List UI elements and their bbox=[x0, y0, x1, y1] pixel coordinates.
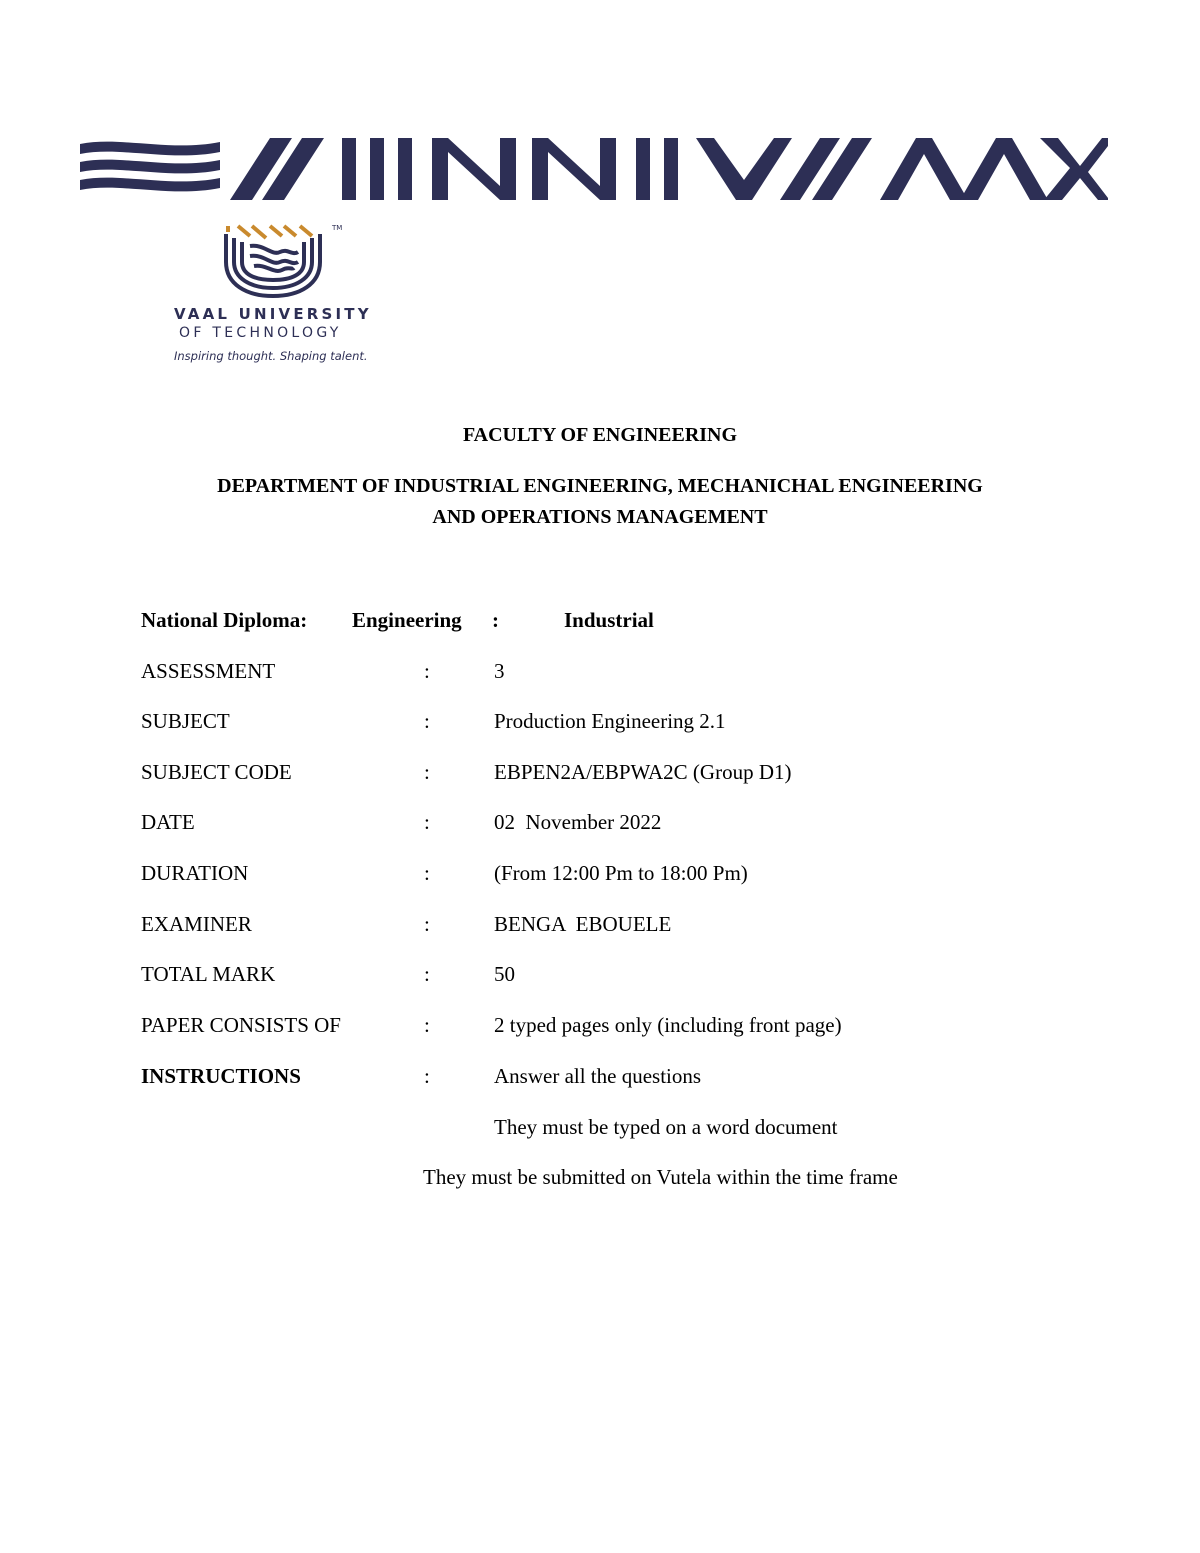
detail-row-examiner bbox=[0, 909, 1200, 939]
instructions-line1: Answer all the questions bbox=[494, 1064, 702, 1088]
detail-value: (From 12:00 Pm to 18:00 Pm) bbox=[494, 861, 748, 885]
detail-value: 2 typed pages only (including front page) bbox=[494, 1013, 842, 1037]
detail-value: Production Engineering 2.1 bbox=[494, 709, 726, 733]
detail-row-paper-consists bbox=[0, 1010, 1200, 1040]
detail-row-subject bbox=[0, 706, 1200, 736]
detail-label: DATE bbox=[141, 810, 195, 834]
detail-value: BENGA EBOUELE bbox=[494, 912, 672, 936]
detail-label: SUBJECT bbox=[141, 709, 230, 733]
trademark-mark: TM bbox=[332, 224, 343, 232]
detail-label: ASSESSMENT bbox=[141, 659, 276, 683]
detail-colon: : bbox=[424, 760, 430, 784]
detail-value: 50 bbox=[494, 962, 515, 986]
diploma-discipline: Industrial bbox=[564, 608, 654, 632]
university-subtitle: OF TECHNOLOGY bbox=[179, 325, 342, 341]
detail-row-date bbox=[0, 807, 1200, 837]
detail-row-assessment bbox=[0, 656, 1200, 686]
detail-colon: : bbox=[424, 912, 430, 936]
diploma-colon: : bbox=[492, 608, 499, 632]
department-heading-line2: AND OPERATIONS MANAGEMENT bbox=[432, 506, 768, 528]
detail-value: EBPEN2A/EBPWA2C (Group D1) bbox=[494, 760, 792, 784]
diploma-label: National Diploma: bbox=[141, 608, 308, 632]
diploma-field: Engineering bbox=[352, 608, 462, 632]
detail-value: 02 November 2022 bbox=[494, 810, 662, 834]
university-tagline: Inspiring thought. Shaping talent. bbox=[174, 349, 368, 363]
detail-label: TOTAL MARK bbox=[141, 962, 276, 986]
instructions-line3: They must be submitted on Vutela within the time frame bbox=[423, 1165, 898, 1189]
detail-row-total-mark bbox=[0, 959, 1200, 989]
detail-row-duration bbox=[0, 858, 1200, 888]
faculty-heading: FACULTY OF ENGINEERING bbox=[462, 424, 738, 446]
detail-label: EXAMINER bbox=[141, 912, 252, 936]
detail-value: 3 bbox=[494, 659, 505, 683]
university-crest-logo bbox=[220, 222, 350, 300]
detail-colon: : bbox=[424, 709, 430, 733]
university-name: VAAL UNIVERSITY bbox=[174, 305, 372, 323]
detail-colon: : bbox=[424, 861, 430, 885]
detail-colon: : bbox=[424, 962, 430, 986]
university-pattern-banner bbox=[80, 138, 1108, 200]
detail-label: SUBJECT CODE bbox=[141, 760, 292, 784]
detail-colon: : bbox=[424, 810, 430, 834]
detail-label: DURATION bbox=[141, 861, 249, 885]
detail-label: PAPER CONSISTS OF bbox=[141, 1013, 341, 1037]
instructions-row bbox=[0, 1061, 1200, 1091]
instructions-colon: : bbox=[424, 1064, 430, 1088]
instructions-label: INSTRUCTIONS bbox=[141, 1064, 301, 1088]
instructions-line2: They must be typed on a word document bbox=[494, 1115, 838, 1139]
department-heading-line1: DEPARTMENT OF INDUSTRIAL ENGINEERING, MECHANICHAL ENGINEERING bbox=[217, 475, 983, 497]
detail-colon: : bbox=[424, 1013, 430, 1037]
diploma-row bbox=[0, 605, 1200, 635]
detail-colon: : bbox=[424, 659, 430, 683]
detail-row-subject-code bbox=[0, 757, 1200, 787]
